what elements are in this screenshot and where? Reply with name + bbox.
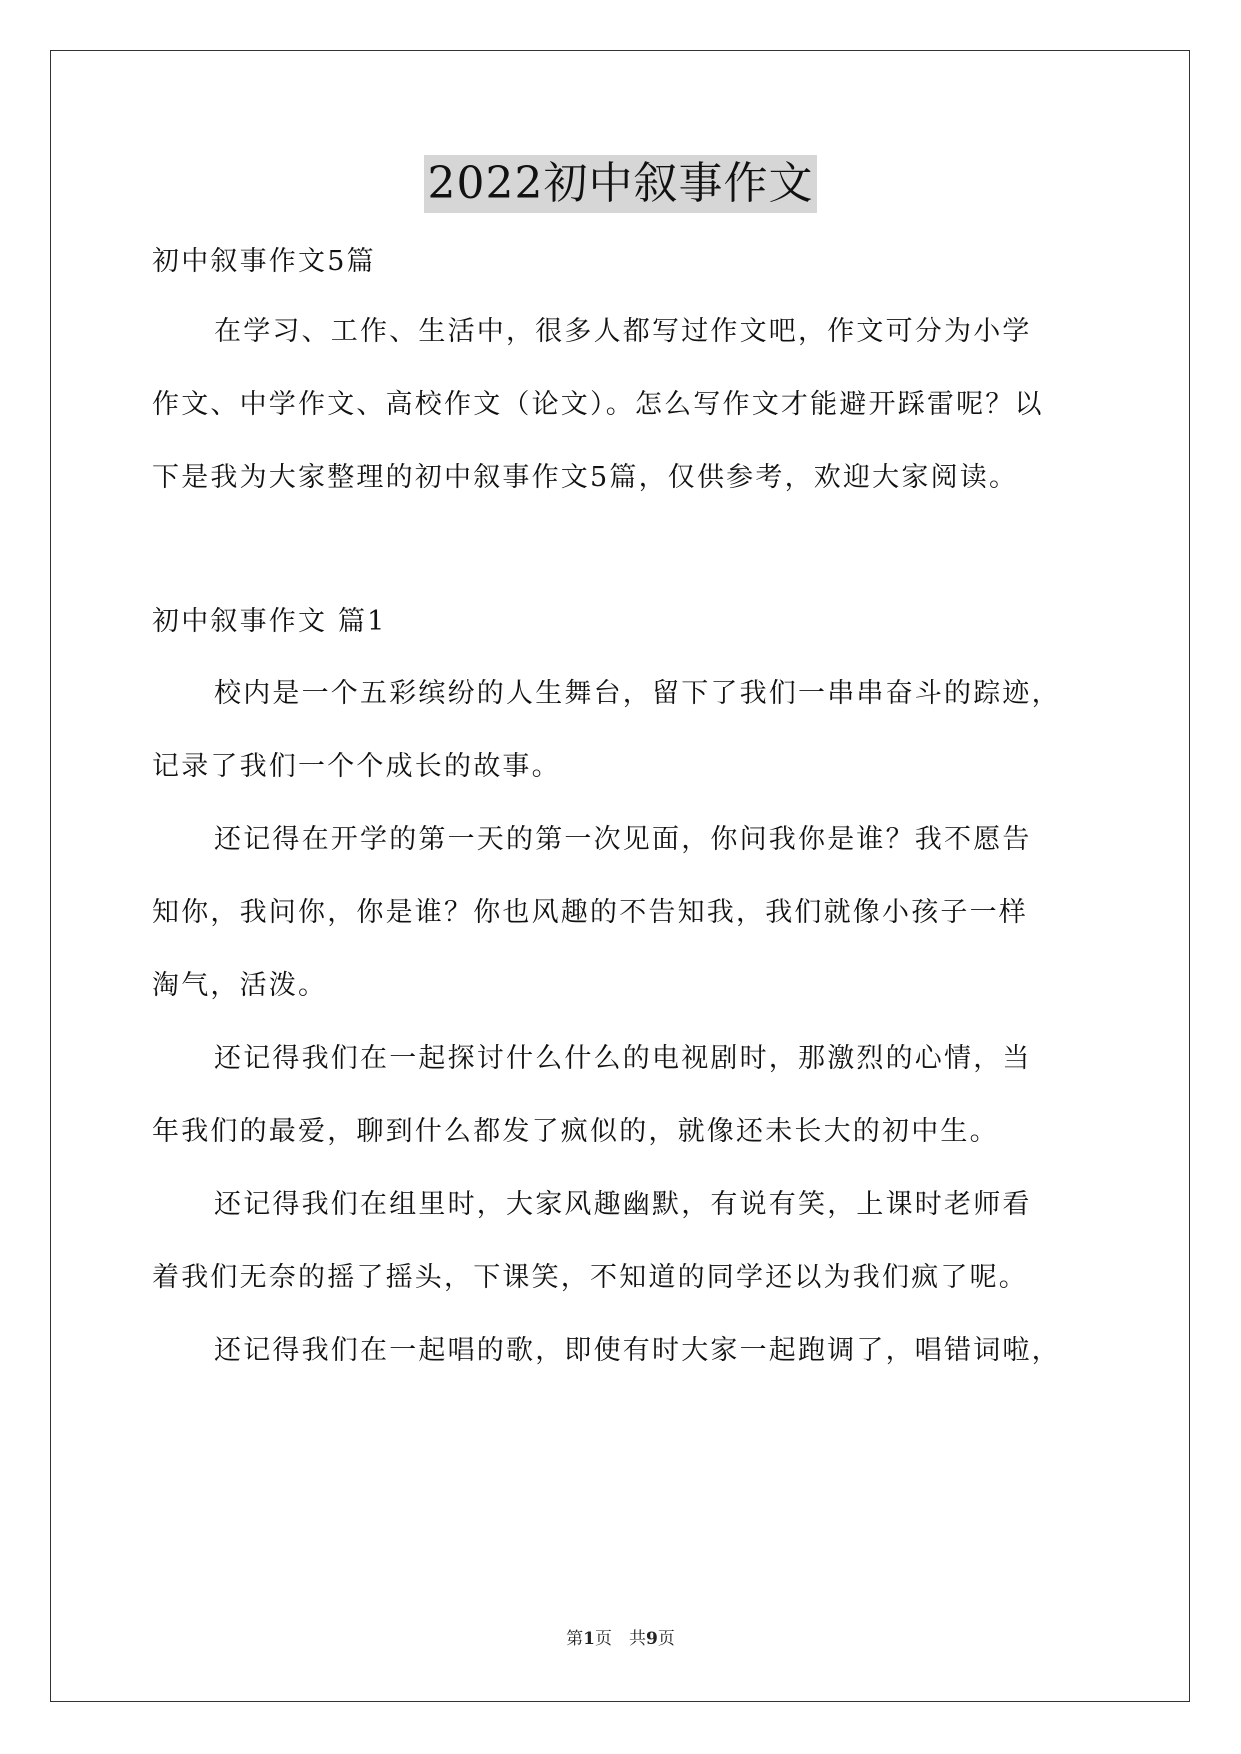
body-line-6: 还记得我们在一起探讨什么什么的电视剧时，那激烈的心情，当 — [214, 1043, 1032, 1074]
body-line-2: 记录了我们一个个成长的故事。 — [152, 751, 561, 782]
footer-total-pages: 9 — [646, 1629, 658, 1649]
body-line-9: 着我们无奈的摇了摇头，下课笑，不知道的同学还以为我们疯了呢。 — [152, 1262, 1028, 1293]
page-border — [50, 50, 1190, 1702]
intro-line-2: 作文、中学作文、高校作文（论文）。怎么写作文才能避开踩雷呢？以 — [152, 389, 1044, 420]
footer-prefix: 第 — [566, 1629, 584, 1649]
body-line-7: 年我们的最爱，聊到什么都发了疯似的，就像还未长大的初中生。 — [152, 1116, 999, 1147]
body-line-8: 还记得我们在组里时，大家风趣幽默，有说有笑，上课时老师看 — [214, 1189, 1032, 1220]
body-line-3: 还记得在开学的第一天的第一次见面，你问我你是谁？我不愿告 — [214, 824, 1032, 855]
body-line-1: 校内是一个五彩缤纷的人生舞台，留下了我们一串串奋斗的踪迹， — [214, 678, 1061, 709]
footer-suffix: 页 — [657, 1629, 675, 1649]
intro-line-3: 下是我为大家整理的初中叙事作文5篇，仅供参考，欢迎大家阅读。 — [152, 462, 1019, 493]
footer-middle: 页 共 — [595, 1629, 646, 1649]
body-line-4: 知你，我问你，你是谁？你也风趣的不告知我，我们就像小孩子一样 — [152, 897, 1028, 928]
title-container — [0, 155, 1241, 213]
document-title: 2022初中叙事作文 — [424, 155, 818, 213]
body-line-10: 还记得我们在一起唱的歌，即使有时大家一起跑调了，唱错词啦， — [214, 1335, 1061, 1366]
footer-page-number: 1 — [583, 1629, 595, 1649]
body-line-5: 淘气，活泼。 — [152, 970, 328, 1001]
intro-line-1: 在学习、工作、生活中，很多人都写过作文吧，作文可分为小学 — [214, 316, 1032, 347]
subtitle-line: 初中叙事作文5篇 — [152, 246, 376, 277]
page-footer — [0, 1628, 1241, 1650]
section-heading: 初中叙事作文 篇1 — [152, 606, 387, 637]
